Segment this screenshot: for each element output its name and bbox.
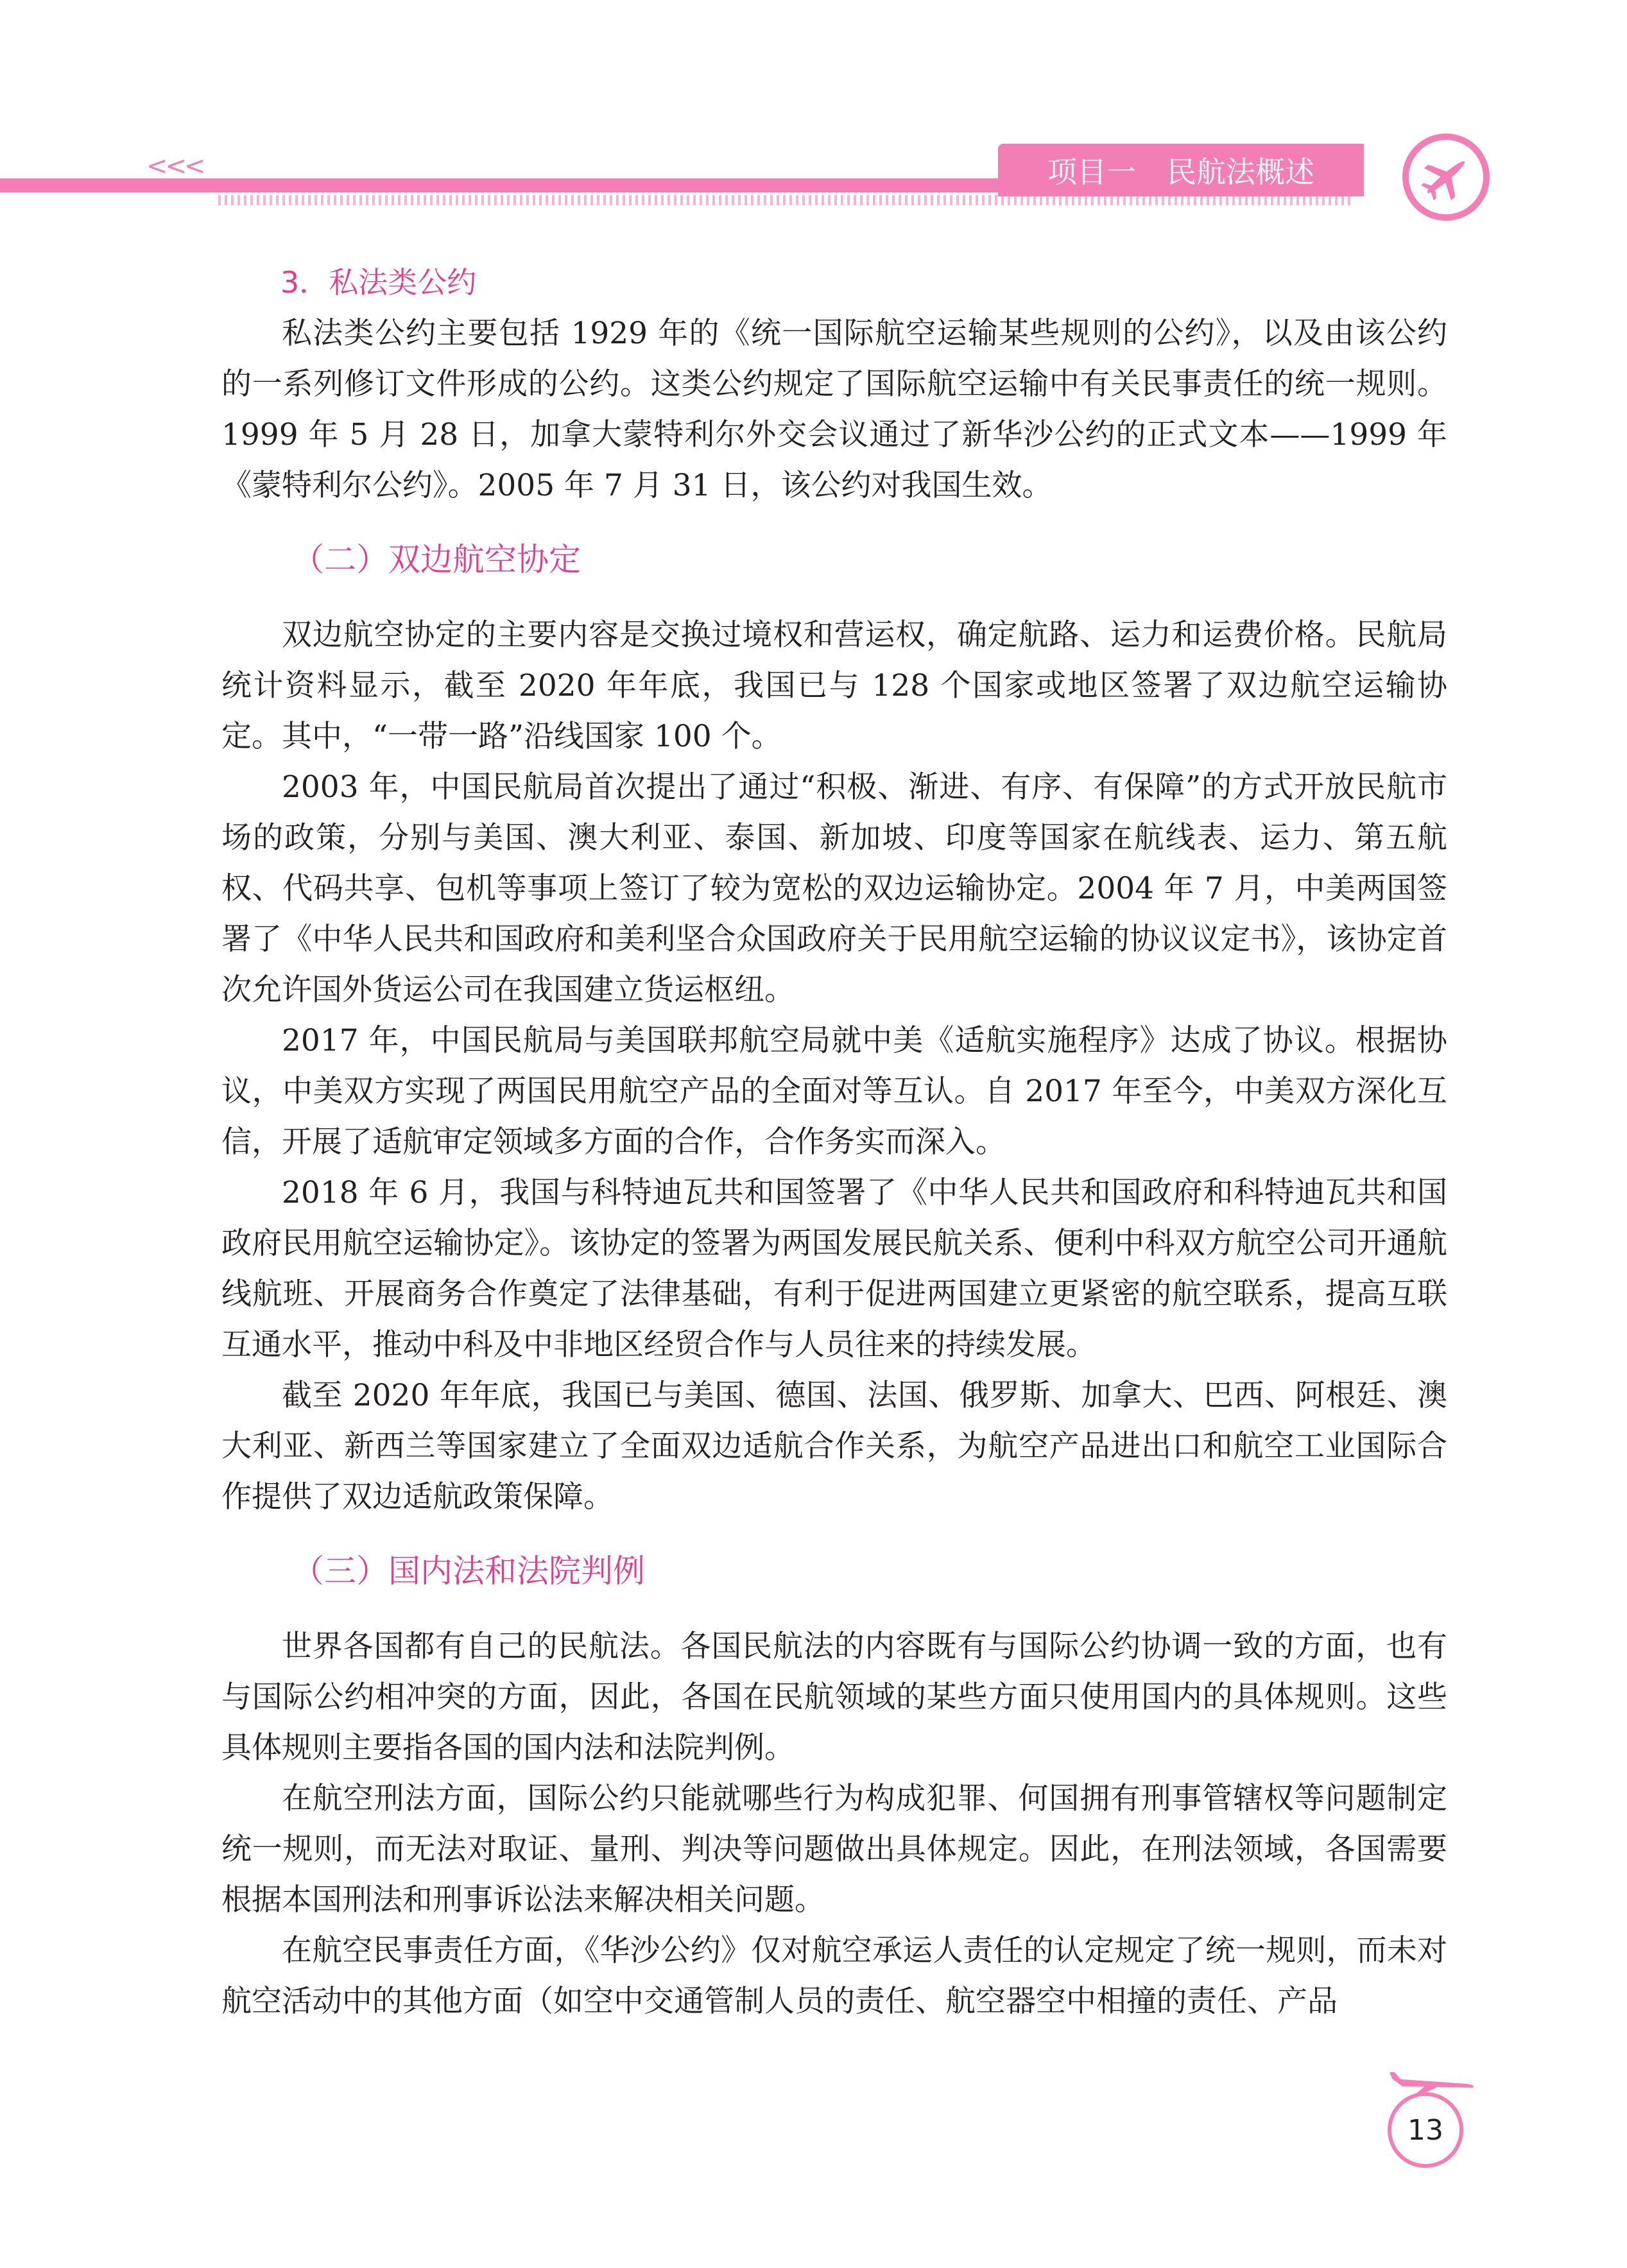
paragraph: 在航空刑法方面，国际公约只能就哪些行为构成犯罪、何国拥有刑事管辖权等问题制定统一规则，而无法对取证、量刑、判决等问题做出具体规定。因此，在刑法领域，各国需要根据本国刑法和刑事诉讼法来解决相关问题。 — [221, 1781, 1447, 1918]
header-dotted-rule — [218, 195, 1354, 205]
paragraph: 2003 年，中国民航局首次提出了通过“积极、渐进、有序、有保障”的方式开放民航市场的政策，分别与美国、澳大利亚、泰国、新加坡、印度等国家在航线表、运力、第五航权、代码共享、包机等事项上签订了较为宽松的双边运输协定。2004 年 7 月，中美两国签署了《中华人民共和国政府和美利坚合众国政府关于民用航空运输的协议议定书》，该协定首次允许国外货运公司在我国建立货运枢纽。 — [221, 769, 1447, 1008]
paragraph: 私法类公约主要包括 1929 年的《统一国际航空运输某些规则的公约》，以及由该公约的一系列修订文件形成的公约。这类公约规定了国际航空运输中有关民事责任的统一规则。1999 年 5 月 28 日，加拿大蒙特利尔外交会议通过了新华沙公约的正式文本——1999 年《蒙特利尔公约》。2005 年 7 月 31 日，该公约对我国生效。 — [221, 316, 1447, 503]
paragraph: 2018 年 6 月，我国与科特迪瓦共和国签署了《中华人民共和国政府和科特迪瓦共和国政府民用航空运输协定》。该协定的签署为两国发展民航关系、便利中科双方航空公司开通航线航班、开展商务合作奠定了法律基础，有利于促进两国建立更紧密的航空联系，提高互联互通水平，推动中科及中非地区经贸合作与人员往来的持续发展。 — [221, 1175, 1447, 1362]
paragraph: 截至 2020 年年底，我国已与美国、德国、法国、俄罗斯、加拿大、巴西、阿根廷、澳大利亚、新西兰等国家建立了全面双边适航合作关系，为航空产品进出口和航空工业国际合作提供了双边适航政策保障。 — [221, 1378, 1447, 1515]
section-heading-bilateral: （二）双边航空协定 — [292, 541, 581, 578]
section-heading-private-law: 3．私法类公约 — [280, 265, 477, 300]
header-chevrons: <<< — [146, 151, 203, 181]
section-heading-domestic: （三）国内法和法院判例 — [292, 1552, 645, 1590]
paragraph: 双边航空协定的主要内容是交换过境权和营运权，确定航路、运力和运费价格。民航局统计资料显示，截至 2020 年年底，我国已与 128 个国家或地区签署了双边航空运输协定。其中，“一带一路”沿线国家 100 个。 — [221, 617, 1447, 754]
paragraph: 2017 年，中国民航局与美国联邦航空局就中美《适航实施程序》达成了协议。根据协议，中美双方实现了两国民用航空产品的全面对等互认。自 2017 年至今，中美双方深化互信，开展了适航审定领域多方面的合作，合作务实而深入。 — [221, 1023, 1447, 1160]
airplane-icon — [1390, 2070, 1479, 2095]
chapter-title: 民航法概述 — [1167, 155, 1314, 189]
paragraph: 世界各国都有自己的民航法。各国民航法的内容既有与国际公约协调一致的方面，也有与国际公约相冲突的方面，因此，各国在民航领域的某些方面只使用国内的具体规则。这些具体规则主要指各国的国内法和法院判例。 — [221, 1629, 1447, 1765]
page-content — [221, 257, 1447, 2027]
chapter-tab — [998, 144, 1364, 196]
paragraph: 在航空民事责任方面，《华沙公约》仅对航空承运人责任的认定规定了统一规则，而未对航空活动中的其他方面（如空中交通管制人员的责任、航空器空中相撞的责任、产品 — [221, 1933, 1447, 2019]
project-label: 项目一 — [1047, 155, 1136, 189]
page-number: 13 — [1388, 2092, 1463, 2168]
airplane-logo — [1402, 133, 1490, 221]
airplane-icon — [1418, 150, 1474, 205]
